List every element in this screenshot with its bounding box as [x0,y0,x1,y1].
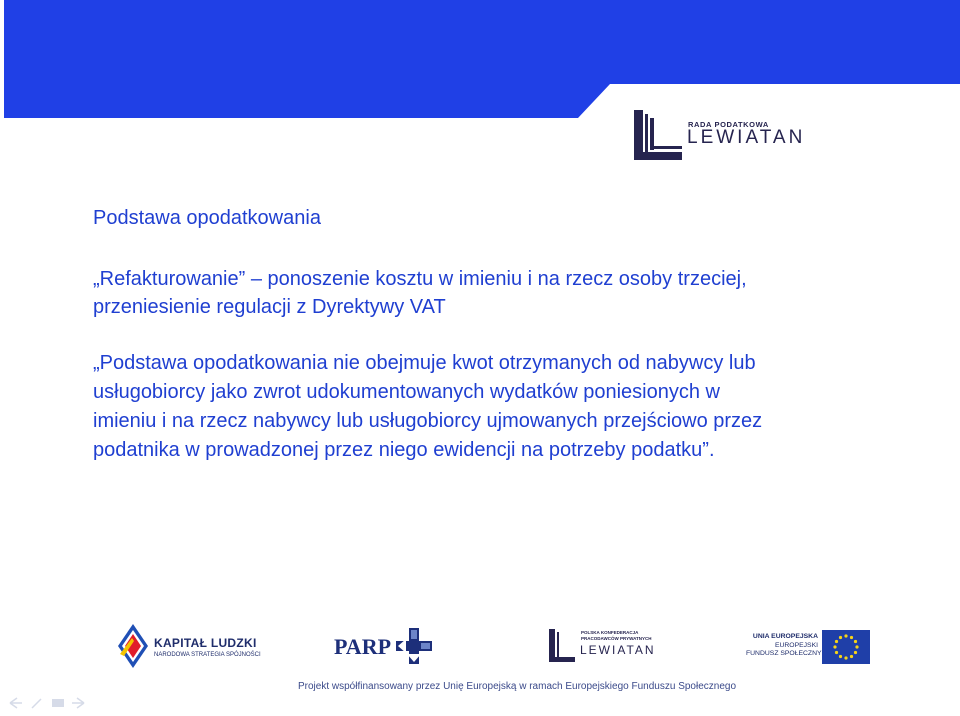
kapital-ludzki-logo [118,624,261,672]
paragraph-line: usługobiorcy jako zwrot udokumentowanych wydatków poniesionych w [93,381,720,403]
lewiatan-footer-name: LEWIATAN [580,643,656,657]
lewiatan-footer-logo [548,628,658,668]
parp-logo [334,628,434,668]
paragraph-line: „Refakturowanie” – ponoszenie kosztu w imieniu i na rzecz osoby trzeciej, [93,268,747,290]
nav-prev-icon[interactable] [10,698,22,708]
paragraph-refakturowanie [93,265,913,321]
header-banner [0,0,960,118]
slide-nav[interactable] [8,696,86,710]
eu-flag-icon [822,630,870,664]
paragraph-line: imieniu i na rzecz nabywcy lub usługobiorcy ujmowanych przejściowo przez [93,410,763,432]
eu-logo [746,630,870,666]
paragraph-line: podatnika w prowadzonej przez niego ewidencji na potrzeby podatku”. [93,439,715,461]
lewiatan-org-small: RADA PODATKOWA [688,120,769,129]
paragraph-line: przeniesienie regulacji z Dyrektywy VAT [93,296,446,318]
kapital-ludzki-subtitle: NARODOWA STRATEGIA SPÓJNOŚCI [154,652,261,658]
lewiatan-footer-small [581,630,652,642]
paragraph-quote [93,349,913,465]
slide-content [93,205,913,465]
slide-heading: Podstawa opodatkowania [93,207,321,229]
parp-name: PARP [334,634,392,659]
eu-line: FUNDUSZ SPOŁECZNY [746,650,822,657]
kapital-ludzki-mark-icon [118,624,148,668]
menu-icon[interactable] [52,699,64,707]
paragraph-line: „Podstawa opodatkowania nie obejmuje kwot otrzymanych od nabywcy lub [93,352,756,374]
lewiatan-logo-mark-icon [632,108,684,162]
lewiatan-org-name: LEWIATAN [687,127,806,148]
lewiatan-logo [632,108,807,164]
eu-line: EUROPEJSKI [774,641,818,649]
lewiatan-footer-small-line: POLSKA KONFEDERACJA [581,630,639,635]
kapital-ludzki-name: KAPITAŁ LUDZKI [154,636,257,650]
nav-next-icon[interactable] [72,698,84,708]
eu-line: UNIA EUROPEJSKA [752,633,818,640]
funding-note: Projekt współfinansowany przez Unię Europejską w ramach Europejskiego Funduszu Społecznego [298,681,737,692]
lewiatan-footer-small-line: PRACODAWCÓW PRYWATNYCH [581,636,652,641]
parp-mark-icon [396,628,432,664]
eu-text [746,633,822,659]
pen-icon[interactable] [32,699,41,708]
lewiatan-footer-mark-icon [548,628,576,664]
